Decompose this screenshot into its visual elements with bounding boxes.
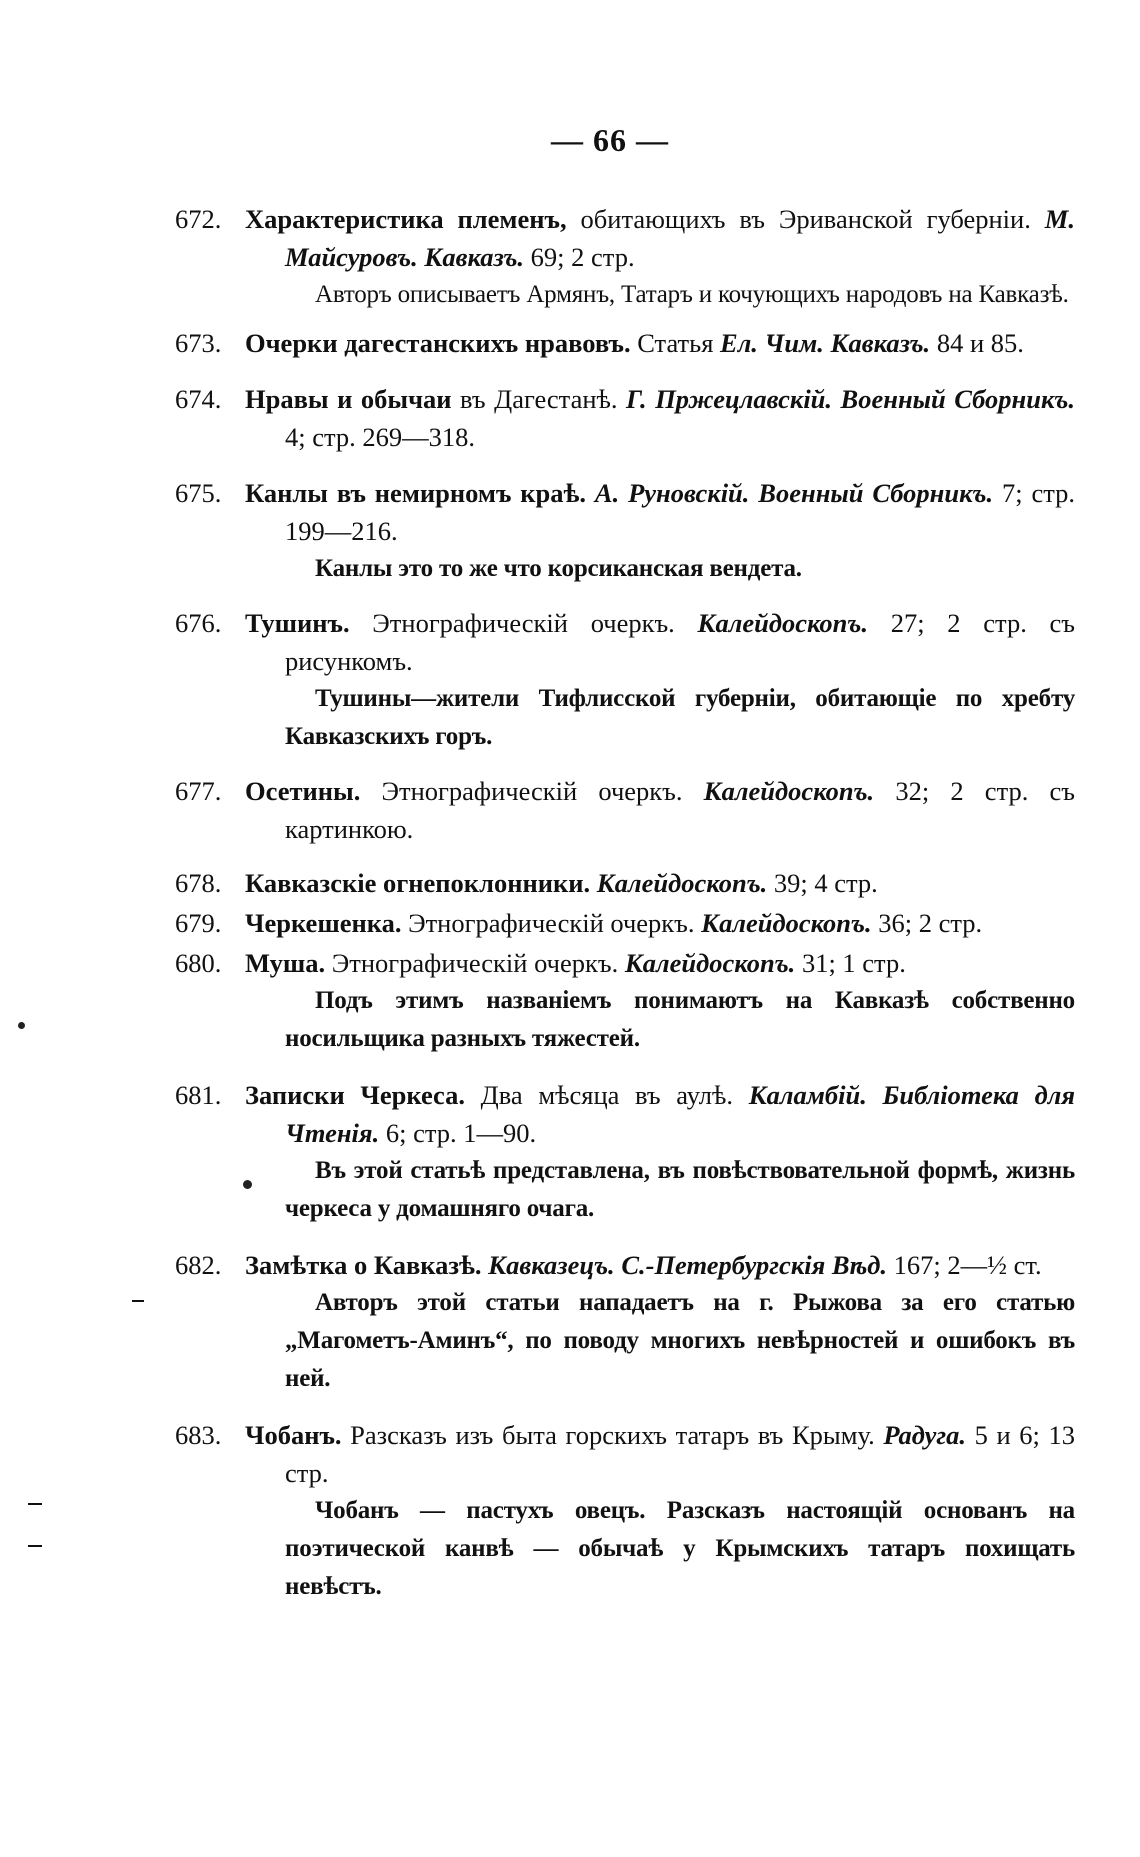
entry-text: Этнографическій очеркъ. xyxy=(325,948,625,978)
entry-number: 674. xyxy=(175,384,222,414)
entry-title: Канлы въ немирномъ краѣ. xyxy=(245,478,587,508)
bibliography-list xyxy=(175,200,1075,1606)
entry-author: Каламбій. xyxy=(748,1080,867,1110)
entry-number: 677. xyxy=(175,776,222,806)
entry-text: въ Дагестанѣ. xyxy=(451,384,627,414)
entry-number: 672. xyxy=(175,204,222,234)
entry-title: Черкешенка. xyxy=(245,908,402,938)
entry-number: 680. xyxy=(175,948,222,978)
entry-text: Два мѣсяца въ аулѣ. xyxy=(465,1080,749,1110)
scan-mark xyxy=(132,1300,144,1302)
entry-title: Кавказскіе огнепоклонники. xyxy=(245,868,591,898)
entry-681 xyxy=(175,1076,1075,1228)
entry-title: Нравы и обычаи xyxy=(245,384,452,414)
entry-number: 676. xyxy=(175,608,222,638)
entry-details: 69; 2 стр. xyxy=(524,242,635,272)
entry-details: 39; 4 стр. xyxy=(767,868,878,898)
page-number: — 66 — xyxy=(551,122,669,158)
entry-672 xyxy=(175,200,1075,314)
scan-mark xyxy=(28,1503,42,1505)
entry-details: 167; 2—½ ст. xyxy=(887,1250,1042,1280)
entry-source: Кавказъ. xyxy=(823,328,931,358)
entry-details: 32; 2 стр. съ картинкою. xyxy=(285,776,1075,844)
entry-683 xyxy=(175,1416,1075,1606)
entry-details: 31; 1 стр. xyxy=(795,948,906,978)
entry-source: Кавказъ. xyxy=(417,242,525,272)
scan-mark xyxy=(28,1545,42,1547)
scan-speck xyxy=(243,1180,252,1189)
scan-speck xyxy=(18,1022,25,1029)
entry-note: Авторъ описываетъ Армянъ, Татаръ и кочующихъ народовъ на Кавказѣ. xyxy=(315,281,1069,308)
entry-author: Г. Пржецлавскій. xyxy=(626,384,833,414)
entry-text: Этнографическій очеркъ. xyxy=(360,776,704,806)
entry-title: Чобанъ. xyxy=(245,1420,342,1450)
entry-note: Тушины—жители Тифлисской губерніи, обитающіе по хребту Кавказскихъ горъ. xyxy=(285,685,1075,750)
entry-details: 27; 2 стр. съ рисункомъ. xyxy=(285,608,1076,676)
entry-details: 6; стр. 1—90. xyxy=(379,1118,537,1148)
entry-author: М. Майсуровъ. xyxy=(285,204,1075,272)
entry-title: Замѣтка о Кавказѣ. xyxy=(245,1250,482,1280)
entry-source: Калейдоскопъ. xyxy=(624,948,796,978)
entry-number: 675. xyxy=(175,478,222,508)
entry-677 xyxy=(175,772,1075,848)
entry-text xyxy=(590,868,597,898)
entry-text xyxy=(586,478,595,508)
entry-679 xyxy=(175,904,1075,942)
entry-number: 683. xyxy=(175,1420,222,1450)
entry-source: С.-Петербургскія Вѣд. xyxy=(614,1250,888,1280)
entry-title: Тушинъ. xyxy=(245,608,350,638)
entry-title: Записки Черкеса. xyxy=(245,1080,465,1110)
entry-682 xyxy=(175,1246,1075,1398)
entry-note: Подъ этимъ названіемъ понимаютъ на Кавказѣ собственно носильщика разныхъ тяжестей. xyxy=(285,987,1075,1052)
entry-678 xyxy=(175,864,1075,902)
entry-title: Характеристика племенъ, xyxy=(245,204,567,234)
entry-details: 5 и 6; 13 стр. xyxy=(285,1420,1075,1488)
entry-source: Калейдоскопъ. xyxy=(703,776,875,806)
entry-680 xyxy=(175,944,1075,1058)
entry-title: Осетины. xyxy=(245,776,361,806)
entry-number: 681. xyxy=(175,1080,222,1110)
entry-text: Статья xyxy=(630,328,721,358)
entry-source: Калейдоскопъ. xyxy=(701,908,872,938)
entry-note: Канлы это то же что корсиканская вендета. xyxy=(315,555,802,582)
entry-source: Библіотека для Чтенія. xyxy=(285,1080,1075,1148)
entry-source: Военный Сборникъ. xyxy=(749,478,994,508)
entry-author: Кавказецъ. xyxy=(488,1250,615,1280)
entry-title: Очерки дагестанскихъ нравовъ. xyxy=(245,328,631,358)
entry-source: Калейдоскопъ. xyxy=(697,608,869,638)
entry-author: А. Руновскій. xyxy=(594,478,750,508)
entry-note: Въ этой статьѣ представлена, въ повѣствовательной формѣ, жизнь черкеса у домашняго очага. xyxy=(285,1157,1075,1222)
entry-676 xyxy=(175,604,1075,756)
entry-number: 673. xyxy=(175,328,222,358)
entry-title: Муша. xyxy=(245,948,326,978)
entry-details: 36; 2 стр. xyxy=(871,908,983,938)
entry-number: 682. xyxy=(175,1250,222,1280)
entry-675 xyxy=(175,474,1075,588)
entry-text: обитающихъ въ Эриванской губерніи. xyxy=(566,204,1045,234)
entry-details: 7; стр. 199—216. xyxy=(285,478,1076,546)
entry-673 xyxy=(175,324,1075,362)
entry-source: Радуга. xyxy=(883,1420,966,1450)
entry-674 xyxy=(175,380,1075,456)
entry-text: Этнографическій очеркъ. xyxy=(401,908,702,938)
entry-author: Ел. Чим. xyxy=(720,328,824,358)
entry-number: 678. xyxy=(175,868,222,898)
entry-number: 679. xyxy=(175,908,222,938)
entry-text: Разсказъ изъ быта горскихъ татаръ въ Крыму. xyxy=(341,1420,884,1450)
entry-source: Калейдоскопъ. xyxy=(596,868,768,898)
entry-note: Чобанъ — пастухъ овецъ. Разсказъ настоящій основанъ на поэтической канвѣ — обычаѣ у Крымскихъ татаръ похищать невѣстъ. xyxy=(285,1497,1075,1600)
entry-text: Этнографическій очеркъ. xyxy=(349,608,698,638)
entry-note: Авторъ этой статьи нападаетъ на г. Рыжова за его статью „Магометъ-Аминъ“, по поводу многихъ невѣрностей и ошибокъ въ ней. xyxy=(285,1289,1075,1392)
entry-details: 4; стр. 269—318. xyxy=(285,422,476,452)
entry-details: 84 и 85. xyxy=(930,328,1024,358)
entry-source: Военный Сборникъ. xyxy=(832,384,1076,414)
